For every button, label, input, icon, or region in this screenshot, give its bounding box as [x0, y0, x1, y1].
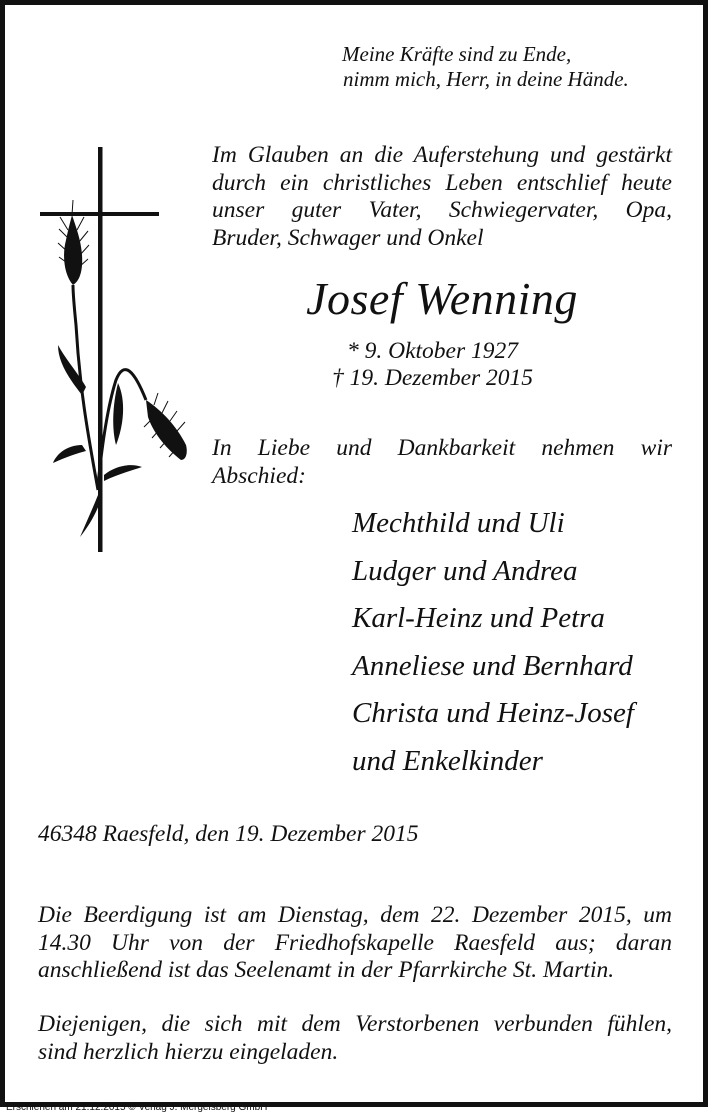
motto-line: nimm mich, Herr, in deine Hände. [343, 67, 629, 91]
family-member: Mechthild und Uli [352, 507, 565, 539]
family-member: Karl-Heinz und Petra [352, 602, 605, 635]
motto-line: Meine Kräfte sind zu Ende, [342, 42, 572, 66]
place-date: 46348 Raesfeld, den 19. Dezember 2015 [38, 821, 419, 847]
invitation-text [38, 1011, 672, 1066]
family-member: Christa und Heinz-Josef [352, 697, 634, 730]
farewell-line: In Liebe und Dankbarkeit nehmen wir [212, 435, 672, 461]
invitation-line: Diejenigen, die sich mit dem Verstorbenen verbunden fühlen, [38, 1011, 672, 1037]
family-member: Anneliese und Bernhard [352, 649, 633, 682]
invitation-line: sind herzlich hierzu eingeladen. [38, 1038, 339, 1065]
deceased-name: Josef Wenning [306, 273, 578, 324]
family-member: Ludger und Andrea [352, 554, 578, 587]
intro-text [212, 142, 672, 252]
farewell-text [212, 435, 672, 490]
birth-date: * 9. Oktober 1927 [347, 338, 519, 364]
cross-with-wheat-icon [36, 145, 206, 555]
funeral-line: 14.30 Uhr von der Friedhofskapelle Raesfeld aus; daran [38, 929, 672, 956]
life-dates [212, 338, 672, 392]
motto-verse [342, 42, 629, 92]
funeral-info [38, 902, 672, 985]
intro-line: Bruder, Schwager und Onkel [212, 224, 484, 251]
farewell-line: Abschied: [212, 462, 306, 489]
family-list [352, 500, 634, 786]
family-member: und Enkelkinder [352, 744, 543, 777]
intro-line: unser guter Vater, Schwiegervater, Opa, [212, 197, 672, 223]
publication-footer: Erschienen am 21.12.2015 © Verlag J. Mergelsberg GmbH [6, 1102, 268, 1113]
death-date: † 19. Dezember 2015 [332, 365, 534, 391]
funeral-line: Die Beerdigung ist am Dienstag, dem 22. Dezember 2015, um [38, 902, 672, 928]
intro-line: durch ein christliches Leben entschlief heute [212, 169, 672, 196]
funeral-line: anschließend ist das Seelenamt in der Pfarrkirche St. Martin. [38, 957, 615, 983]
intro-line: Im Glauben an die Auferstehung und gestärkt [212, 142, 672, 168]
